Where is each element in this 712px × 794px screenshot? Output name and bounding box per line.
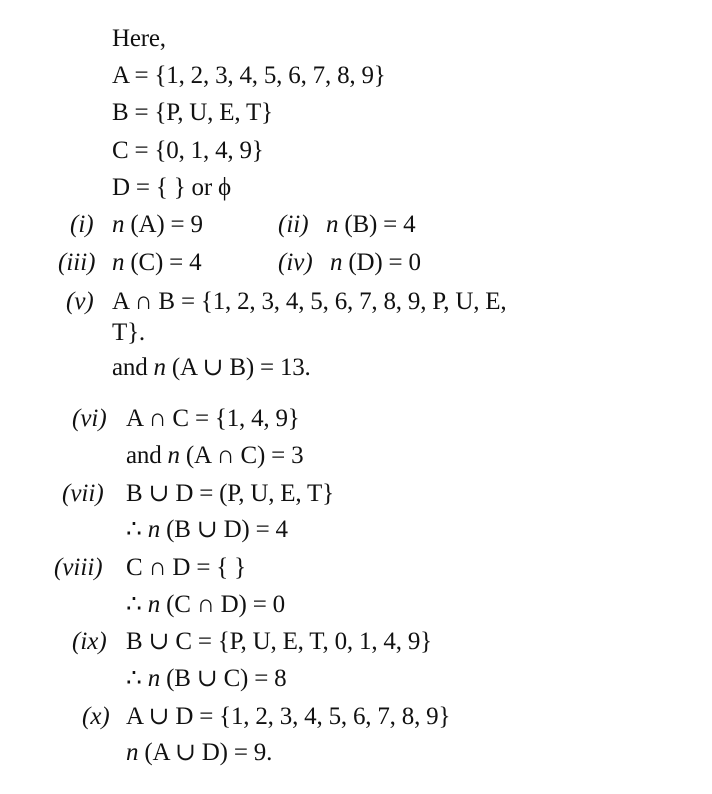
n-symbol: n xyxy=(153,354,166,381)
answer-vi-label: (vi) xyxy=(72,405,107,432)
n-symbol: n xyxy=(147,516,161,543)
n-symbol: n xyxy=(330,249,343,276)
set-a: A = {1, 2, 3, 4, 5, 6, 7, 8, 9} xyxy=(112,62,386,89)
answer-vi-line2 xyxy=(126,441,303,471)
answer-viii-label: (viii) xyxy=(54,554,103,581)
answer-ix-line2 xyxy=(126,664,286,694)
answer-iii xyxy=(112,248,201,278)
answer-vii-line2 xyxy=(126,515,288,545)
answer-i xyxy=(112,210,203,240)
answer-x-line2 xyxy=(126,738,272,768)
answer-vi-count: (A ∩ C) = 3 xyxy=(179,442,304,469)
answer-ix-count: (B ∪ C) = 8 xyxy=(160,665,287,692)
answer-v-label: (v) xyxy=(66,288,94,315)
therefore-symbol: ∴ xyxy=(126,665,148,692)
answer-viii-line2 xyxy=(126,590,285,620)
answer-x-label: (x) xyxy=(82,703,110,730)
answer-vii-label: (vii) xyxy=(62,480,104,507)
answer-ix-label: (ix) xyxy=(72,628,107,655)
answer-ii-label: (ii) xyxy=(278,211,309,238)
n-symbol: n xyxy=(112,249,125,276)
n-symbol: n xyxy=(167,442,180,469)
n-symbol: n xyxy=(147,591,161,618)
answer-v-line2: T}. xyxy=(112,319,145,346)
answer-viii-count: (C ∩ D) = 0 xyxy=(160,591,285,618)
answer-v-line1: A ∩ B = {1, 2, 3, 4, 5, 6, 7, 8, 9, P, U, E, xyxy=(112,288,507,315)
set-b: B = {P, U, E, T} xyxy=(112,99,273,126)
intro-text: Here, xyxy=(112,25,166,52)
answer-i-expr: (A) = 9 xyxy=(124,211,203,238)
answer-vii-line1: B ∪ D = (P, U, E, T} xyxy=(126,480,334,507)
n-symbol: n xyxy=(147,665,161,692)
answer-v-and: and xyxy=(112,354,154,381)
answer-x-count: (A ∪ D) = 9. xyxy=(138,739,273,766)
answer-ii-expr: (B) = 4 xyxy=(338,211,416,238)
answer-i-label: (i) xyxy=(70,211,94,238)
answer-iii-expr: (C) = 4 xyxy=(124,249,202,276)
answer-ix-line1: B ∪ C = {P, U, E, T, 0, 1, 4, 9} xyxy=(126,628,432,655)
answer-x-line1: A ∪ D = {1, 2, 3, 4, 5, 6, 7, 8, 9} xyxy=(126,703,451,730)
answer-v-line3 xyxy=(112,353,311,383)
n-symbol: n xyxy=(112,211,125,238)
answer-vi-line1: A ∩ C = {1, 4, 9} xyxy=(126,405,300,432)
answer-vi-and: and xyxy=(126,442,168,469)
therefore-symbol: ∴ xyxy=(126,591,148,618)
answer-iv-label: (iv) xyxy=(278,249,313,276)
answer-viii-line1: C ∩ D = { } xyxy=(126,554,246,581)
set-d: D = { } or ϕ xyxy=(112,174,231,201)
answer-ii xyxy=(326,210,415,240)
set-c: C = {0, 1, 4, 9} xyxy=(112,137,264,164)
answer-iii-label: (iii) xyxy=(58,249,96,276)
n-symbol: n xyxy=(326,211,339,238)
therefore-symbol: ∴ xyxy=(126,516,148,543)
answer-iv-expr: (D) = 0 xyxy=(342,249,421,276)
n-symbol: n xyxy=(126,739,139,766)
answer-v-count: (A ∪ B) = 13. xyxy=(165,354,311,381)
answer-vii-count: (B ∪ D) = 4 xyxy=(160,516,288,543)
answer-iv xyxy=(330,248,421,278)
